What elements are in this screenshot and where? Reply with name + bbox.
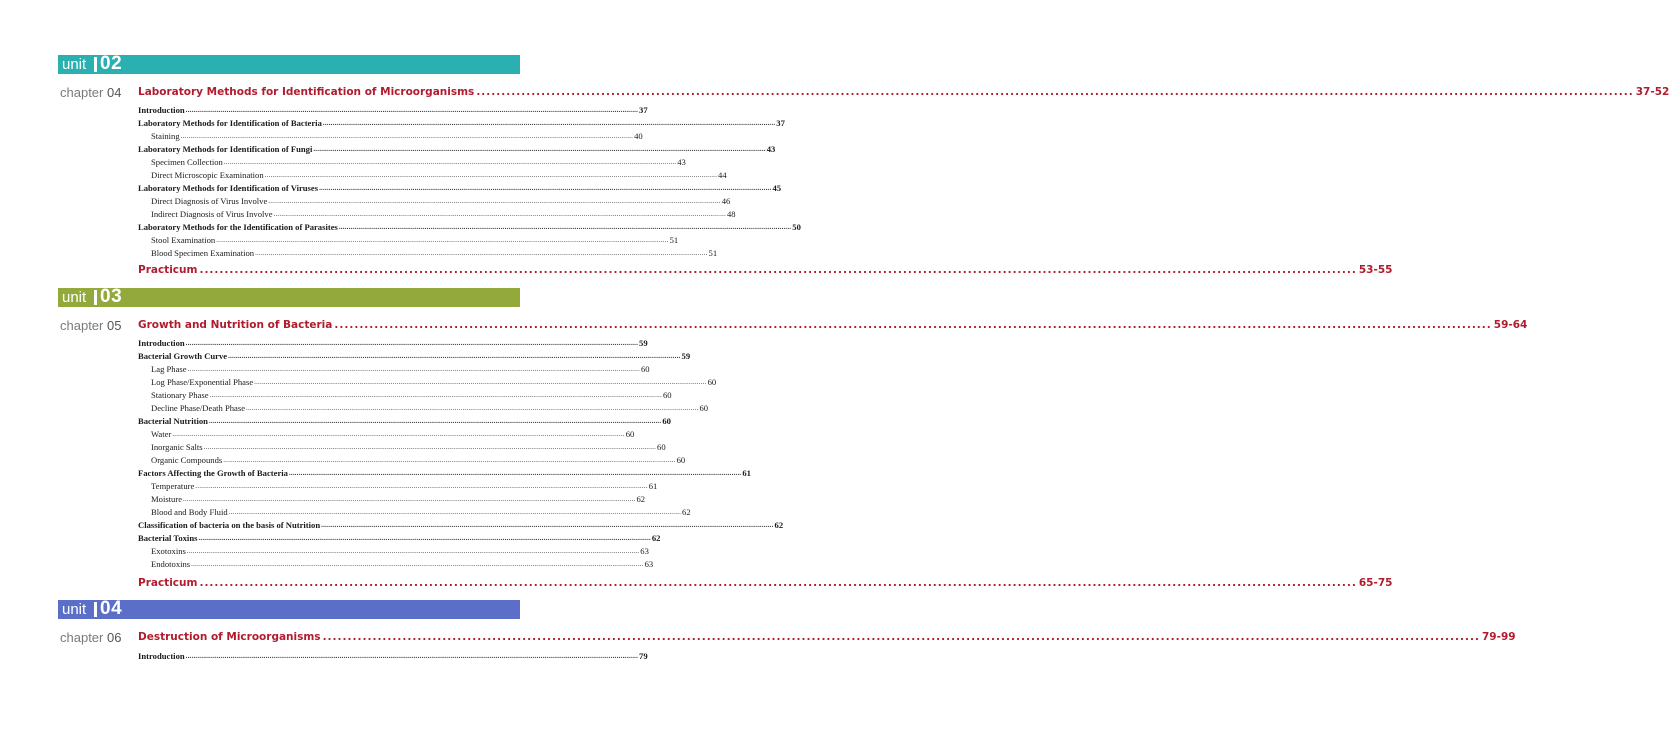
entry-page: 60 [662,416,671,426]
leader-dots: ........................................................................................................................................................................................................................................ [172,430,625,438]
toc-entry[interactable] [151,376,717,388]
unit-divider [94,57,97,72]
entry-page: 60 [707,377,717,387]
entry-text: Bacterial Toxins [138,533,198,543]
leader-dots: ........................................................................................................................................................................................................................................ [183,495,636,503]
entry-page: 61 [648,481,658,491]
toc-entry[interactable] [151,493,646,505]
entry-text: Organic Compounds [151,455,223,465]
entry-page: 60 [657,442,666,452]
entry-text: Laboratory Methods for Identification of Viruses [138,183,319,193]
practicum-pages: 65-75 [1358,577,1393,589]
entry-text: Classification of bacteria on the basis of Nutrition [138,520,321,530]
toc-entry[interactable] [151,247,718,259]
leader-dots: ........................................................................................................................................................................................................................................ [228,508,682,516]
chapter-title-text: Growth and Nutrition of Bacteria [138,319,333,331]
practicum-entry[interactable] [138,264,1393,276]
leader-dots: ........................................................................................................................................................................................................................................ [313,145,766,153]
entry-page: 60 [662,390,672,400]
chapter-title-04[interactable] [138,86,1669,98]
entry-text: Bacterial Growth Curve [138,351,228,361]
toc-entry[interactable] [138,415,671,427]
toc-entry[interactable] [138,104,648,116]
leader-dots: ........................................................................................................................................................................................................................................ [273,210,726,218]
entry-text: Stationary Phase [151,390,209,400]
chapter-label: chapter [60,630,104,645]
toc-entry[interactable] [151,195,731,207]
toc-entry[interactable] [138,532,661,544]
entry-page: 62 [651,533,661,543]
entry-text: Moisture [151,494,183,504]
entry-page: 44 [718,170,727,180]
toc-entry[interactable] [151,389,672,401]
entry-page: 63 [640,546,649,556]
chapter-pages: 79-99 [1481,631,1516,643]
chapter-heading-06 [60,630,121,645]
leader-dots: ........................................................................................................................................................................................................................................ [223,158,677,166]
entry-text: Introduction [138,105,185,115]
leader-dots: ........................................................................................................................................................................................................................................ [255,249,708,257]
toc-entry[interactable] [151,234,679,246]
leader-dots: ........................................................................................................................................................................................................................................ [191,560,644,568]
leader-dots: ........................................................................................................................................................................................................................................ [187,365,640,373]
entry-page: 62 [682,507,691,517]
leader-dots: ........................................................................................................................................................................................................................................ [185,652,639,660]
entry-page: 43 [677,157,686,167]
entry-text: Blood Specimen Examination [151,248,255,258]
entry-text: Introduction [138,651,185,661]
chapter-label: chapter [60,85,104,100]
entry-text: Temperature [151,481,195,491]
leader-dots: ........................................................................................................................................................................................................................................ [208,417,662,425]
leader-dots: ........................................................................................................................................................................................................................................ [476,86,1634,98]
leader-dots: ........................................................................................................................................................................................................................................ [288,469,742,477]
leader-dots: ........................................................................................................................................................................................................................................ [185,339,639,347]
entry-page: 37 [776,118,785,128]
toc-entry[interactable] [151,480,658,492]
practicum-entry[interactable] [138,577,1393,589]
toc-entry[interactable] [138,221,801,233]
leader-dots: ........................................................................................................................................................................................................................................ [195,482,648,490]
entry-text: Introduction [138,338,185,348]
entry-text: Inorganic Salts [151,442,203,452]
leader-dots: ........................................................................................................................................................................................................................................ [185,106,639,114]
entry-text: Log Phase/Exponential Phase [151,377,254,387]
entry-text: Direct Microscopic Examination [151,170,264,180]
entry-page: 59 [639,338,648,348]
leader-dots: ........................................................................................................................................................................................................................................ [334,319,1492,331]
leader-dots: ........................................................................................................................................................................................................................................ [322,119,776,127]
entry-page: 46 [721,196,731,206]
leader-dots: ........................................................................................................................................................................................................................................ [198,534,651,542]
leader-dots: ........................................................................................................................................................................................................................................ [199,264,1357,276]
unit-divider [94,602,97,617]
entry-text: Endotoxins [151,559,191,569]
leader-dots: ........................................................................................................................................................................................................................................ [203,443,657,451]
leader-dots: ........................................................................................................................................................................................................................................ [180,132,634,140]
entry-text: Specimen Collection [151,157,223,167]
leader-dots: ........................................................................................................................................................................................................................................ [264,171,718,179]
entry-page: 61 [742,468,751,478]
chapter-number: 05 [107,318,122,333]
unit-number: 02 [100,53,123,74]
toc-entry[interactable] [138,519,784,531]
chapter-pages: 37-52 [1635,86,1669,98]
toc-entry[interactable] [138,143,776,155]
entry-text: Stool Examination [151,235,216,245]
practicum-label: Practicum [138,264,198,276]
entry-text: Exotoxins [151,546,186,556]
toc-entry[interactable] [138,337,648,349]
toc-entry[interactable] [151,506,691,518]
toc-entry[interactable] [138,650,648,662]
chapter-title-text: Laboratory Methods for Identification of Microorganisms [138,86,475,98]
entry-text: Laboratory Methods for Identification of Fungi [138,144,313,154]
chapter-title-text: Destruction of Microorganisms [138,631,321,643]
unit-banner-03 [58,288,520,307]
unit-number: 03 [100,286,123,307]
entry-text: Water [151,429,172,439]
practicum-pages: 53-55 [1358,264,1393,276]
leader-dots: ........................................................................................................................................................................................................................................ [209,391,662,399]
chapter-heading-04 [60,85,121,100]
entry-text: Direct Diagnosis of Virus Involve [151,196,268,206]
toc-entry[interactable] [151,402,709,414]
unit-number: 04 [100,598,123,619]
practicum-label: Practicum [138,577,198,589]
entry-page: 50 [792,222,801,232]
entry-page: 59 [681,351,691,361]
entry-page: 51 [708,248,718,258]
toc-entry[interactable] [151,558,654,570]
entry-text: Blood and Body Fluid [151,507,228,517]
entry-page: 40 [634,131,643,141]
entry-page: 63 [644,559,654,569]
entry-page: 51 [669,235,679,245]
entry-page: 62 [774,520,784,530]
entry-page: 48 [726,209,736,219]
leader-dots: ........................................................................................................................................................................................................................................ [246,404,699,412]
toc-entry[interactable] [138,117,785,129]
unit-banner-04 [58,600,520,619]
toc-entry[interactable] [151,130,643,142]
leader-dots: ........................................................................................................................................................................................................................................ [338,223,792,231]
toc-entry[interactable] [151,428,635,440]
toc-entry[interactable] [138,182,782,194]
toc-entry[interactable] [138,467,751,479]
entry-text: Laboratory Methods for the Identification of Parasites [138,222,338,232]
toc-entry[interactable] [151,169,727,181]
entry-page: 62 [636,494,646,504]
unit-label: unit [62,601,87,618]
entry-page: 60 [699,403,709,413]
unit-divider [94,290,97,305]
chapter-title-05[interactable] [138,319,1528,331]
entry-page: 60 [640,364,650,374]
leader-dots: ........................................................................................................................................................................................................................................ [186,547,640,555]
chapter-number: 04 [107,85,122,100]
unit-label: unit [62,289,87,306]
leader-dots: ........................................................................................................................................................................................................................................ [254,378,707,386]
toc-entry[interactable] [151,454,686,466]
entry-page: 60 [625,429,635,439]
entry-page: 43 [766,144,776,154]
leader-dots: ........................................................................................................................................................................................................................................ [199,577,1357,589]
entry-text: Indirect Diagnosis of Virus Involve [151,209,273,219]
chapter-label: chapter [60,318,104,333]
chapter-number: 06 [107,630,122,645]
chapter-pages: 59-64 [1493,319,1528,331]
toc-entry[interactable] [151,208,736,220]
entry-text: Lag Phase [151,364,187,374]
entry-page: 37 [639,105,648,115]
leader-dots: ........................................................................................................................................................................................................................................ [228,352,681,360]
entry-text: Bacterial Nutrition [138,416,208,426]
entry-text: Staining [151,131,180,141]
unit-banner-02 [58,55,520,74]
leader-dots: ........................................................................................................................................................................................................................................ [268,197,721,205]
entry-page: 45 [772,183,782,193]
toc-entry[interactable] [151,363,650,375]
leader-dots: ........................................................................................................................................................................................................................................ [216,236,669,244]
chapter-heading-05 [60,318,121,333]
toc-entry[interactable] [151,441,666,453]
entry-page: 79 [639,651,648,661]
entry-page: 60 [676,455,686,465]
leader-dots: ........................................................................................................................................................................................................................................ [319,184,772,192]
toc-entry[interactable] [138,350,691,362]
leader-dots: ........................................................................................................................................................................................................................................ [223,456,676,464]
entry-text: Laboratory Methods for Identification of Bacteria [138,118,322,128]
leader-dots: ........................................................................................................................................................................................................................................ [322,631,1480,643]
chapter-title-06[interactable] [138,631,1516,643]
toc-entry[interactable] [151,156,686,168]
unit-label: unit [62,56,87,73]
entry-text: Decline Phase/Death Phase [151,403,246,413]
leader-dots: ........................................................................................................................................................................................................................................ [321,521,774,529]
entry-text: Factors Affecting the Growth of Bacteria [138,468,288,478]
toc-entry[interactable] [151,545,649,557]
